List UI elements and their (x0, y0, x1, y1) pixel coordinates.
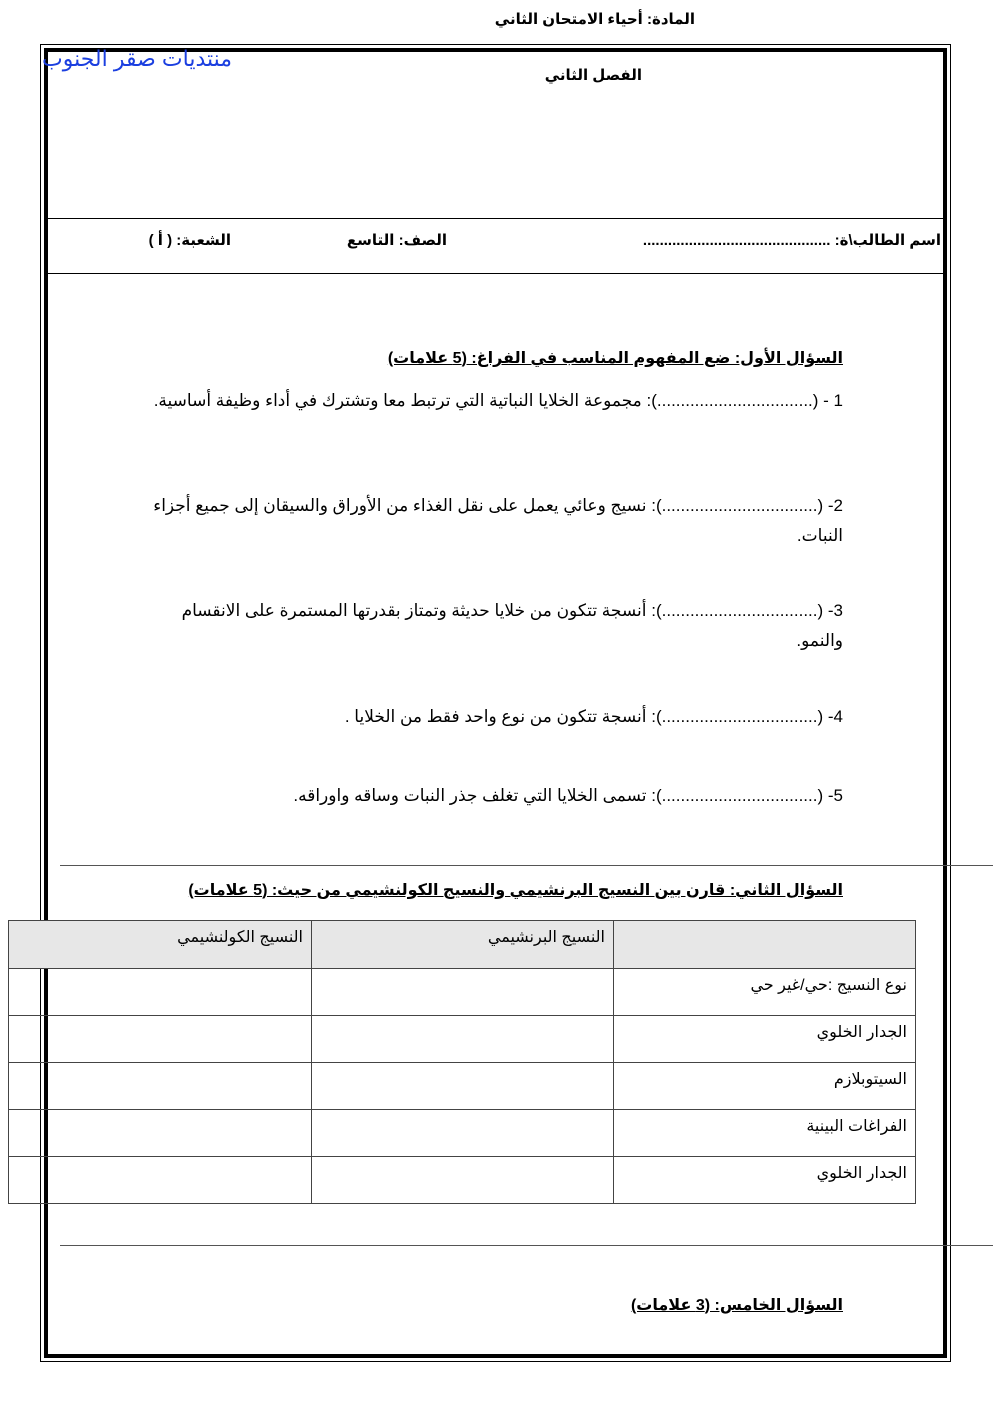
question-2-title: السؤال الثاني: قارن بين النسيج البرنشيمي والنسيج الكولنشيمي من حيث: (5 علامات) (188, 882, 843, 899)
row-label: نوع النسيج :حي/غير حي (614, 969, 916, 1016)
row-label: الفراغات البينية (614, 1110, 916, 1157)
table-row (9, 1110, 916, 1157)
question-1-title: السؤال الأول: ضع المفهوم المناسب في الفراغ: (5 علامات) (387, 350, 843, 367)
subject-line: المادة: أحياء الامتحان الثاني (494, 11, 695, 28)
header-divider-top (44, 218, 947, 219)
forum-watermark: منتديات صقر الجنوب (42, 46, 233, 71)
table-header-cell (614, 921, 916, 969)
answer-cell[interactable] (9, 969, 312, 1016)
question-1-item: 2- (.................................): نسيج وعائي يعمل على نقل الغذاء من الأوراق والسيقان إلى جميع أجزاء النبات. (153, 496, 843, 545)
question-1-item: 5- (.................................): تسمى الخلايا التي تغلف جذر النبات وساقه واوراقه. (293, 786, 843, 805)
header-divider-bottom (44, 273, 947, 274)
table-row (9, 969, 916, 1016)
table-row (9, 1063, 916, 1110)
table-row (9, 1157, 916, 1204)
answer-cell[interactable] (9, 1157, 312, 1204)
answer-cell[interactable] (9, 1016, 312, 1063)
section-label: الشعبة: ( أ ) (148, 232, 231, 249)
question-5-title: السؤال الخامس: (3 علامات) (630, 1297, 843, 1314)
answer-cell[interactable] (9, 1110, 312, 1157)
table-header-row (9, 921, 916, 969)
section-separator (60, 865, 993, 866)
student-name-field: اسم الطالب\ة: ............................................. (642, 232, 941, 249)
row-label: الجدار الخلوي (614, 1016, 916, 1063)
semester-label: الفصل الثاني (544, 67, 642, 84)
answer-cell[interactable] (312, 1016, 614, 1063)
class-label: الصف: التاسع (346, 232, 447, 249)
answer-cell[interactable] (312, 1157, 614, 1204)
comparison-table (8, 920, 916, 1204)
table-row (9, 1016, 916, 1063)
answer-cell[interactable] (312, 1063, 614, 1110)
answer-cell[interactable] (9, 1063, 312, 1110)
answer-cell[interactable] (312, 1110, 614, 1157)
section-separator (60, 1245, 993, 1246)
table-header-cell: النسيج الكولنشيمي (9, 921, 312, 969)
question-1-item: 1 - (.................................): مجموعة الخلايا النباتية التي ترتبط معا وتشترك في أداء وظيفة أساسية. (153, 391, 843, 410)
row-label: السيتوبلازم (614, 1063, 916, 1110)
answer-cell[interactable] (312, 969, 614, 1016)
question-1-item: 4- (.................................): أنسجة تتكون من نوع واحد فقط من الخلايا . (344, 707, 843, 726)
row-label: الجدار الخلوي (614, 1157, 916, 1204)
table-header-cell: النسيج البرنشيمي (312, 921, 614, 969)
question-1-item: 3- (.................................): أنسجة تتكون من خلايا حديثة وتمتاز بقدرتها المستمرة على الانقسام والنمو. (181, 601, 843, 650)
